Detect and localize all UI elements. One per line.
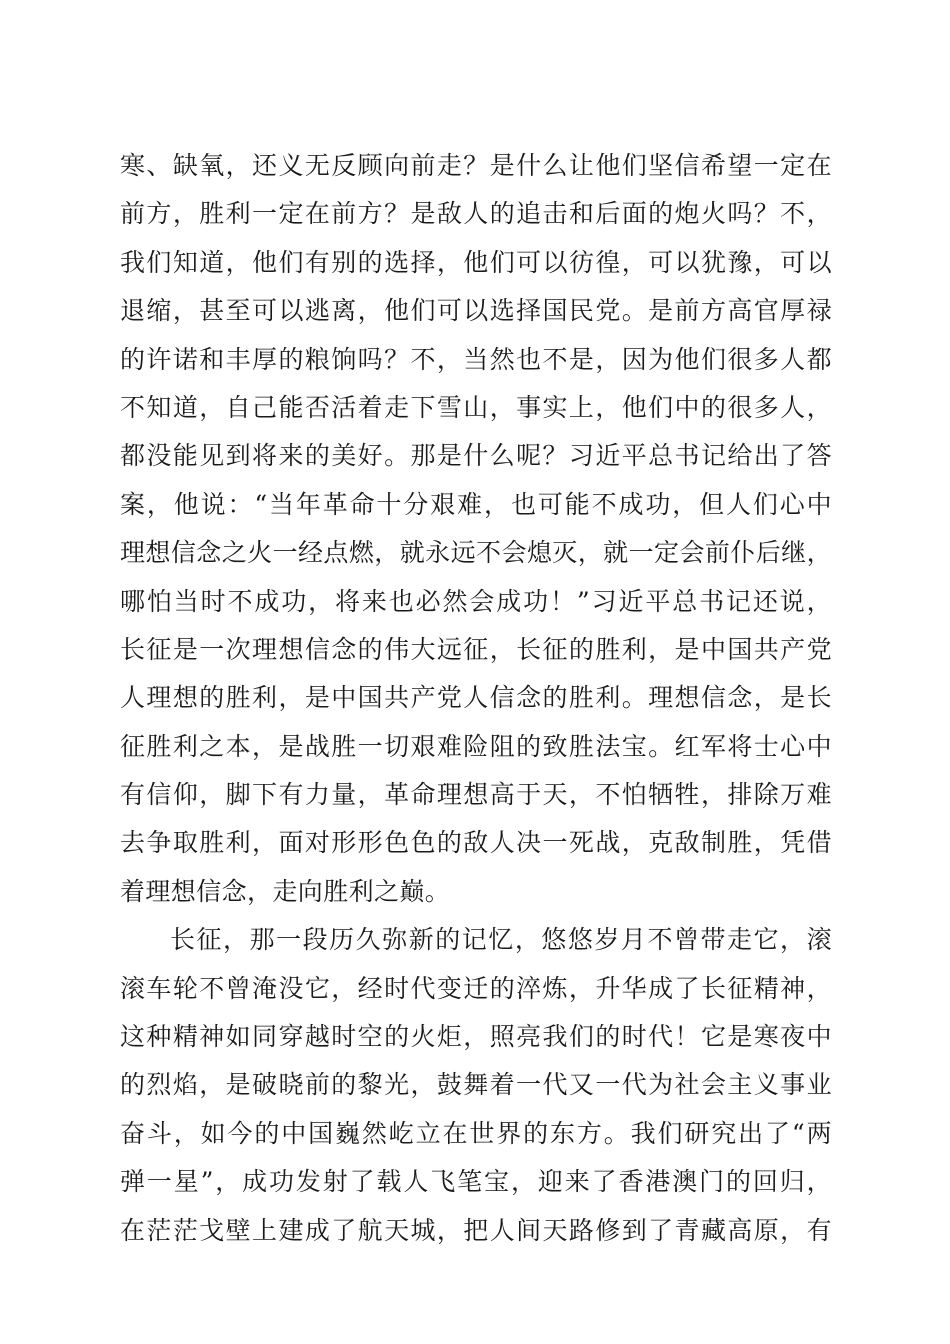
text-line: 都没能见到将来的美好。那是什么呢？习近平总书记给出了答 (120, 441, 832, 471)
text-line: 寒、缺氧，还义无反顾向前走？是什么让他们坚信希望一定在 (120, 151, 832, 180)
text-line: 去争取胜利，面对形形色色的敌人决一死战，克敌制胜，凭借 (120, 828, 832, 858)
paragraph-2 (120, 916, 832, 1255)
text-line: 弹一星”，成功发射了载人飞笔宝，迎来了香港澳门的回归， (120, 1167, 832, 1197)
text-line: 不知道，自己能否活着走下雪山，事实上，他们中的很多人， (120, 392, 832, 422)
paragraph-1 (120, 142, 832, 916)
text-line: 有信仰，脚下有力量，革命理想高于天，不怕牺牲，排除万难 (120, 780, 832, 810)
text-line: 滚车轮不曾淹没它，经时代变迁的淬炼，升华成了长征精神， (120, 973, 832, 1003)
text-line: 我们知道，他们有别的选择，他们可以彷徨，可以犹豫，可以 (120, 247, 832, 277)
text-line: 征胜利之本，是战胜一切艰难险阻的致胜法宝。红军将士心中 (120, 731, 832, 761)
document-body (120, 142, 832, 1255)
text-line: 这种精神如同穿越时空的火炬，照亮我们的时代！它是寒夜中 (120, 1022, 832, 1052)
text-line: 长征是一次理想信念的伟大远征，长征的胜利，是中国共产党 (120, 634, 832, 664)
text-line: 在茫茫戈壁上建成了航天城，把人间天路修到了青藏高原，有 (120, 1215, 832, 1245)
text-line: 案，他说：“当年革命十分艰难，也可能不成功，但人们心中 (120, 489, 832, 519)
text-line: 退缩，甚至可以逃离，他们可以选择国民党。是前方高官厚禄 (120, 296, 832, 326)
text-line: 奋斗，如今的中国巍然屹立在世界的东方。我们研究出了“两 (120, 1118, 832, 1148)
text-line: 的许诺和丰厚的粮饷吗？不，当然也不是，因为他们很多人都 (120, 344, 832, 374)
text-line: 理想信念之火一经点燃，就永远不会熄灭，就一定会前仆后继， (120, 538, 832, 568)
text-line: 哪怕当时不成功，将来也必然会成功！”习近平总书记还说， (120, 586, 832, 616)
text-line: 着理想信念，走向胜利之巅。 (120, 876, 451, 906)
text-line: 前方，胜利一定在前方？是敌人的追击和后面的炮火吗？不， (120, 199, 832, 229)
text-line: 长征，那一段历久弥新的记忆，悠悠岁月不曾带走它，滚 (170, 925, 832, 955)
text-line: 人理想的胜利，是中国共产党人信念的胜利。理想信念，是长 (120, 683, 832, 713)
text-line: 的烈焰，是破晓前的黎光，鼓舞着一代又一代为社会主义事业 (120, 1070, 832, 1100)
